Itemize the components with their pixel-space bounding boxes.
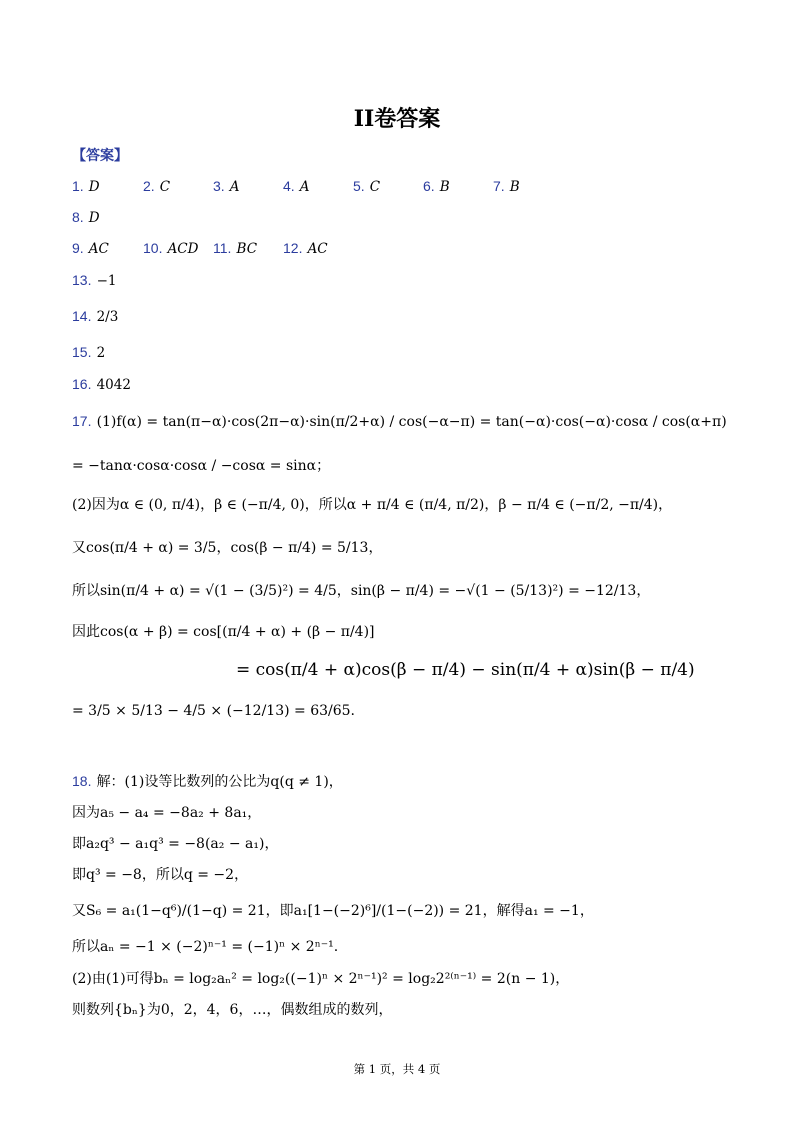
answer-value: C [159, 179, 171, 195]
answer-value: B [439, 179, 450, 195]
answer-item [72, 238, 109, 257]
question-number: 6. [423, 178, 435, 194]
question-number: 2. [143, 178, 155, 194]
answer-value: D [88, 210, 100, 226]
question-number: 11. [213, 240, 232, 256]
answer-value: 4042 [96, 377, 131, 393]
answer-item [283, 238, 328, 257]
question-number: 3. [213, 178, 225, 194]
answer-item [353, 176, 380, 195]
question-number: 8. [72, 209, 84, 225]
answer-item [143, 238, 198, 257]
solution-line: 又cos(π/4 + α) = 3/5，cos(β − π/4) = 5/13， [72, 540, 383, 556]
answer-item [143, 176, 170, 195]
answer-item [72, 306, 118, 325]
question-number: 15. [72, 344, 92, 360]
answer-item [72, 176, 100, 195]
solution-line: = cos(π/4 + α)cos(β − π/4) − sin(π/4 + α)sin(β − π/4) [236, 660, 695, 680]
answer-value: D [88, 179, 100, 195]
answer-item [72, 374, 131, 393]
solution-line: 即a₂q³ − a₁q³ = −8(a₂ − a₁)， [72, 836, 279, 852]
question-number: 18. [72, 773, 92, 789]
answer-value: A [229, 179, 240, 195]
answer-item [423, 176, 450, 195]
answer-item [72, 270, 116, 289]
answer-section-tag: 【答案】 [72, 148, 128, 164]
answer-value: 2 [96, 345, 106, 361]
solution-line: 因为a₅ − a₄ = −8a₂ + 8a₁， [72, 805, 262, 821]
solution-line: (2)因为α ∈ (0, π/4)，β ∈ (−π/4, 0)，所以α + π/4 ∈ (π/4, π/2)，β − π/4 ∈ (−π/2, −π/4)， [72, 497, 673, 513]
solution-line: 所以sin(π/4 + α) = √(1 − (3/5)²) = 4/5，sin(β − π/4) = −√(1 − (5/13)²) = −12/13， [72, 583, 651, 599]
answer-value: C [369, 179, 381, 195]
answer-item [283, 176, 310, 195]
answer-item [72, 342, 105, 361]
solution-line: 则数列{bₙ}为0，2，4，6，…，偶数组成的数列， [72, 1002, 393, 1018]
solution-line: = −tanα·cosα·cosα / −cosα = sinα； [72, 458, 331, 474]
solution-line: 所以aₙ = −1 × (−2)ⁿ⁻¹ = (−1)ⁿ × 2ⁿ⁻¹. [72, 939, 339, 955]
solution-text: (1)f(α) = tan(π−α)·cos(2π−α)·sin(π/2+α) / cos(−α−π) = tan(−α)·cos(−α)·cosα / cos(α+π) [96, 414, 727, 430]
solution-line: 即q³ = −8，所以q = −2， [72, 867, 249, 883]
answer-value: 2/3 [96, 309, 119, 325]
question-number: 10. [143, 240, 163, 256]
solution-text: 解：(1)设等比数列的公比为q(q ≠ 1)， [96, 774, 343, 790]
answer-value: AC [307, 241, 328, 257]
solution-line: 因此cos(α + β) = cos[(π/4 + α) + (β − π/4)] [72, 624, 375, 640]
answer-item [72, 207, 100, 226]
question-number: 4. [283, 178, 295, 194]
answer-item [213, 176, 240, 195]
solution-line: = 3/5 × 5/13 − 4/5 × (−12/13) = 63/65. [72, 703, 356, 719]
solution-line: 又S₆ = a₁(1−q⁶)/(1−q) = 21，即a₁[1−(−2)⁶]/(1−(−2)) = 21，解得a₁ = −1， [72, 903, 594, 919]
question-number: 7. [493, 178, 505, 194]
answer-value: −1 [96, 273, 117, 289]
answer-value: BC [236, 241, 258, 257]
question-number: 12. [283, 240, 303, 256]
question-number: 13. [72, 272, 92, 288]
answer-value: ACD [167, 241, 199, 257]
page-title: II卷答案 [353, 106, 441, 132]
solution-line [72, 771, 343, 791]
question-number: 14. [72, 308, 92, 324]
answer-item [213, 238, 257, 257]
question-number: 1. [72, 178, 84, 194]
answer-value: B [509, 179, 520, 195]
question-number: 9. [72, 240, 84, 256]
question-number: 17. [72, 413, 92, 429]
solution-line: (2)由(1)可得bₙ = log₂aₙ² = log₂((−1)ⁿ × 2ⁿ⁻¹)² = log₂2²⁽ⁿ⁻¹⁾ = 2(n − 1)， [72, 971, 570, 987]
question-number: 16. [72, 376, 92, 392]
answer-value: A [299, 179, 310, 195]
answer-item [493, 176, 520, 195]
page-footer: 第 1 页，共 4 页 [353, 1062, 441, 1076]
solution-line [72, 411, 727, 430]
answer-value: AC [88, 241, 109, 257]
question-number: 5. [353, 178, 365, 194]
